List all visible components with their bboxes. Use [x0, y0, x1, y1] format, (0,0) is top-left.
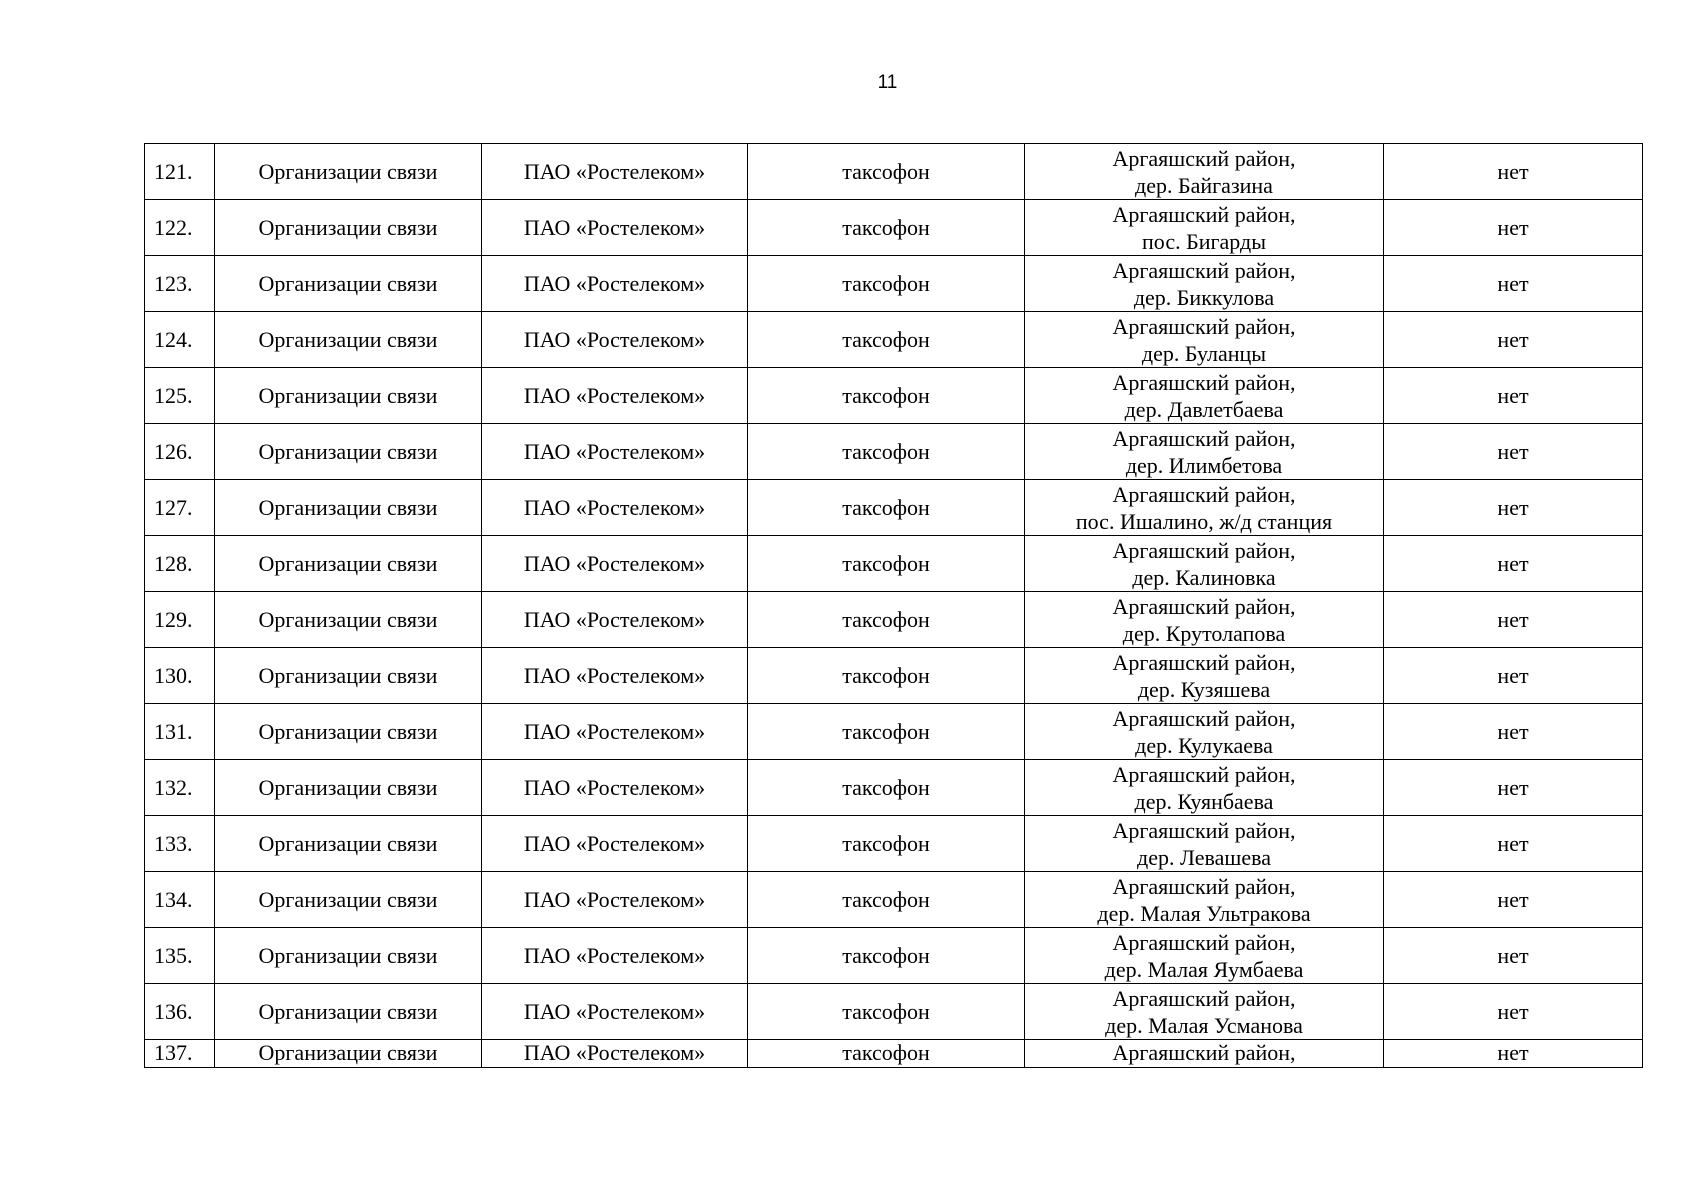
status-cell: нет: [1384, 928, 1643, 984]
table-row: [145, 200, 1643, 256]
address-line: дер. Куянбаева: [1134, 788, 1274, 814]
address-line: Аргаяшский район,: [1112, 817, 1296, 843]
status-cell: нет: [1384, 312, 1643, 368]
table-row: [145, 592, 1643, 648]
table-row: [145, 368, 1643, 424]
category-cell: Организации связи: [215, 480, 482, 536]
organization-cell: ПАО «Ростелеком»: [482, 984, 748, 1040]
category-cell: Организации связи: [215, 144, 482, 200]
status-cell: нет: [1384, 424, 1643, 480]
organization-cell: ПАО «Ростелеком»: [482, 1040, 748, 1068]
category-cell: Организации связи: [215, 256, 482, 312]
address-line: дер. Калиновка: [1132, 564, 1276, 590]
row-number-cell: 124.: [145, 312, 215, 368]
address-cell: [1025, 480, 1384, 536]
organization-cell: ПАО «Ростелеком»: [482, 928, 748, 984]
organization-cell: ПАО «Ростелеком»: [482, 592, 748, 648]
organization-cell: ПАО «Ростелеком»: [482, 144, 748, 200]
address-line: дер. Кулукаева: [1135, 732, 1273, 758]
row-number-cell: 123.: [145, 256, 215, 312]
table-row: [145, 872, 1643, 928]
address-cell: [1025, 928, 1384, 984]
table-row: [145, 424, 1643, 480]
row-number-cell: 121.: [145, 144, 215, 200]
row-number-cell: 133.: [145, 816, 215, 872]
address-cell: [1025, 1040, 1384, 1068]
object-cell: таксофон: [748, 928, 1025, 984]
address-line: дер. Давлетбаева: [1124, 396, 1284, 422]
row-number-cell: 130.: [145, 648, 215, 704]
address-cell: [1025, 200, 1384, 256]
category-cell: Организации связи: [215, 984, 482, 1040]
status-cell: нет: [1384, 984, 1643, 1040]
address-line: Аргаяшский район,: [1112, 873, 1296, 899]
object-cell: таксофон: [748, 536, 1025, 592]
status-cell: нет: [1384, 1040, 1643, 1068]
table-row: [145, 144, 1643, 200]
organization-cell: ПАО «Ростелеком»: [482, 536, 748, 592]
address-line: пос. Ишалино, ж/д станция: [1075, 508, 1333, 534]
address-line: Аргаяшский район,: [1112, 985, 1296, 1011]
status-cell: нет: [1384, 536, 1643, 592]
category-cell: Организации связи: [215, 1040, 482, 1068]
address-line: дер. Кузяшева: [1137, 676, 1271, 702]
row-number-cell: 136.: [145, 984, 215, 1040]
status-cell: нет: [1384, 368, 1643, 424]
table-row: [145, 480, 1643, 536]
row-number-cell: 128.: [145, 536, 215, 592]
address-cell: [1025, 760, 1384, 816]
address-cell: [1025, 592, 1384, 648]
category-cell: Организации связи: [215, 592, 482, 648]
organization-cell: ПАО «Ростелеком»: [482, 872, 748, 928]
category-cell: Организации связи: [215, 760, 482, 816]
address-line: Аргаяшский район,: [1112, 425, 1296, 451]
address-cell: [1025, 536, 1384, 592]
object-cell: таксофон: [748, 592, 1025, 648]
object-cell: таксофон: [748, 144, 1025, 200]
organization-cell: ПАО «Ростелеком»: [482, 368, 748, 424]
organization-cell: ПАО «Ростелеком»: [482, 424, 748, 480]
page-number: 11: [877, 72, 898, 93]
status-cell: нет: [1384, 256, 1643, 312]
address-line: Аргаяшский район,: [1112, 481, 1296, 507]
status-cell: нет: [1384, 872, 1643, 928]
address-line: дер. Левашева: [1137, 844, 1271, 870]
object-cell: таксофон: [748, 760, 1025, 816]
address-line: Аргаяшский район,: [1112, 593, 1296, 619]
address-line: Аргаяшский район,: [1112, 649, 1296, 675]
address-line: Аргаяшский район,: [1112, 201, 1296, 227]
address-line: Аргаяшский район,: [1112, 313, 1296, 339]
object-cell: таксофон: [748, 704, 1025, 760]
address-line: пос. Бигарды: [1142, 228, 1266, 254]
table-row: [145, 1040, 1643, 1068]
table-row: [145, 760, 1643, 816]
object-cell: таксофон: [748, 256, 1025, 312]
address-line: дер. Илимбетова: [1125, 452, 1283, 478]
status-cell: нет: [1384, 704, 1643, 760]
object-cell: таксофон: [748, 480, 1025, 536]
address-line: дер. Буланцы: [1141, 340, 1267, 366]
category-cell: Организации связи: [215, 200, 482, 256]
status-cell: нет: [1384, 200, 1643, 256]
address-cell: [1025, 256, 1384, 312]
organization-cell: ПАО «Ростелеком»: [482, 816, 748, 872]
object-cell: таксофон: [748, 312, 1025, 368]
address-line: Аргаяшский район,: [1112, 369, 1296, 395]
organization-cell: ПАО «Ростелеком»: [482, 312, 748, 368]
address-cell: [1025, 648, 1384, 704]
status-cell: нет: [1384, 760, 1643, 816]
address-line: Аргаяшский район,: [1112, 761, 1296, 787]
status-cell: нет: [1384, 648, 1643, 704]
table-row: [145, 984, 1643, 1040]
object-cell: таксофон: [748, 424, 1025, 480]
organization-cell: ПАО «Ростелеком»: [482, 200, 748, 256]
category-cell: Организации связи: [215, 872, 482, 928]
address-cell: [1025, 312, 1384, 368]
address-cell: [1025, 984, 1384, 1040]
status-cell: нет: [1384, 480, 1643, 536]
status-cell: нет: [1384, 816, 1643, 872]
organization-cell: ПАО «Ростелеком»: [482, 704, 748, 760]
organization-cell: ПАО «Ростелеком»: [482, 760, 748, 816]
table-row: [145, 928, 1643, 984]
category-cell: Организации связи: [215, 424, 482, 480]
row-number-cell: 129.: [145, 592, 215, 648]
address-line: Аргаяшский район,: [1112, 705, 1296, 731]
address-cell: [1025, 872, 1384, 928]
category-cell: Организации связи: [215, 648, 482, 704]
status-cell: нет: [1384, 592, 1643, 648]
object-cell: таксофон: [748, 984, 1025, 1040]
address-line: дер. Байгазина: [1135, 172, 1273, 198]
row-number-cell: 122.: [145, 200, 215, 256]
address-line: дер. Малая Яумбаева: [1104, 956, 1304, 982]
category-cell: Организации связи: [215, 536, 482, 592]
address-cell: [1025, 144, 1384, 200]
row-number-cell: 135.: [145, 928, 215, 984]
row-number-cell: 134.: [145, 872, 215, 928]
table-row: [145, 256, 1643, 312]
address-line: дер. Малая Ультракова: [1097, 900, 1311, 926]
table-row: [145, 648, 1643, 704]
address-line: дер. Крутолапова: [1122, 620, 1286, 646]
organization-cell: ПАО «Ростелеком»: [482, 256, 748, 312]
object-cell: таксофон: [748, 816, 1025, 872]
category-cell: Организации связи: [215, 368, 482, 424]
category-cell: Организации связи: [215, 704, 482, 760]
table-row: [145, 312, 1643, 368]
organization-cell: ПАО «Ростелеком»: [482, 648, 748, 704]
table-row: [145, 704, 1643, 760]
category-cell: Организации связи: [215, 816, 482, 872]
object-cell: таксофон: [748, 648, 1025, 704]
address-cell: [1025, 424, 1384, 480]
address-cell: [1025, 704, 1384, 760]
address-cell: [1025, 368, 1384, 424]
address-line: Аргаяшский район,: [1112, 257, 1296, 283]
table-row: [145, 816, 1643, 872]
organization-cell: ПАО «Ростелеком»: [482, 480, 748, 536]
address-line: дер. Малая Усманова: [1105, 1012, 1303, 1038]
row-number-cell: 137.: [145, 1040, 215, 1068]
row-number-cell: 125.: [145, 368, 215, 424]
address-line: Аргаяшский район,: [1112, 537, 1296, 563]
registry-table: [144, 143, 1643, 1068]
category-cell: Организации связи: [215, 312, 482, 368]
row-number-cell: 126.: [145, 424, 215, 480]
address-line: Аргаяшский район,: [1112, 929, 1296, 955]
table-row: [145, 536, 1643, 592]
row-number-cell: 131.: [145, 704, 215, 760]
object-cell: таксофон: [748, 1040, 1025, 1068]
object-cell: таксофон: [748, 368, 1025, 424]
object-cell: таксофон: [748, 872, 1025, 928]
status-cell: нет: [1384, 144, 1643, 200]
row-number-cell: 132.: [145, 760, 215, 816]
object-cell: таксофон: [748, 200, 1025, 256]
address-line: Аргаяшский район,: [1112, 1040, 1296, 1065]
row-number-cell: 127.: [145, 480, 215, 536]
address-line: Аргаяшский район,: [1112, 145, 1296, 171]
category-cell: Организации связи: [215, 928, 482, 984]
table-body: [145, 144, 1643, 1068]
address-line: дер. Биккулова: [1133, 284, 1275, 310]
address-cell: [1025, 816, 1384, 872]
